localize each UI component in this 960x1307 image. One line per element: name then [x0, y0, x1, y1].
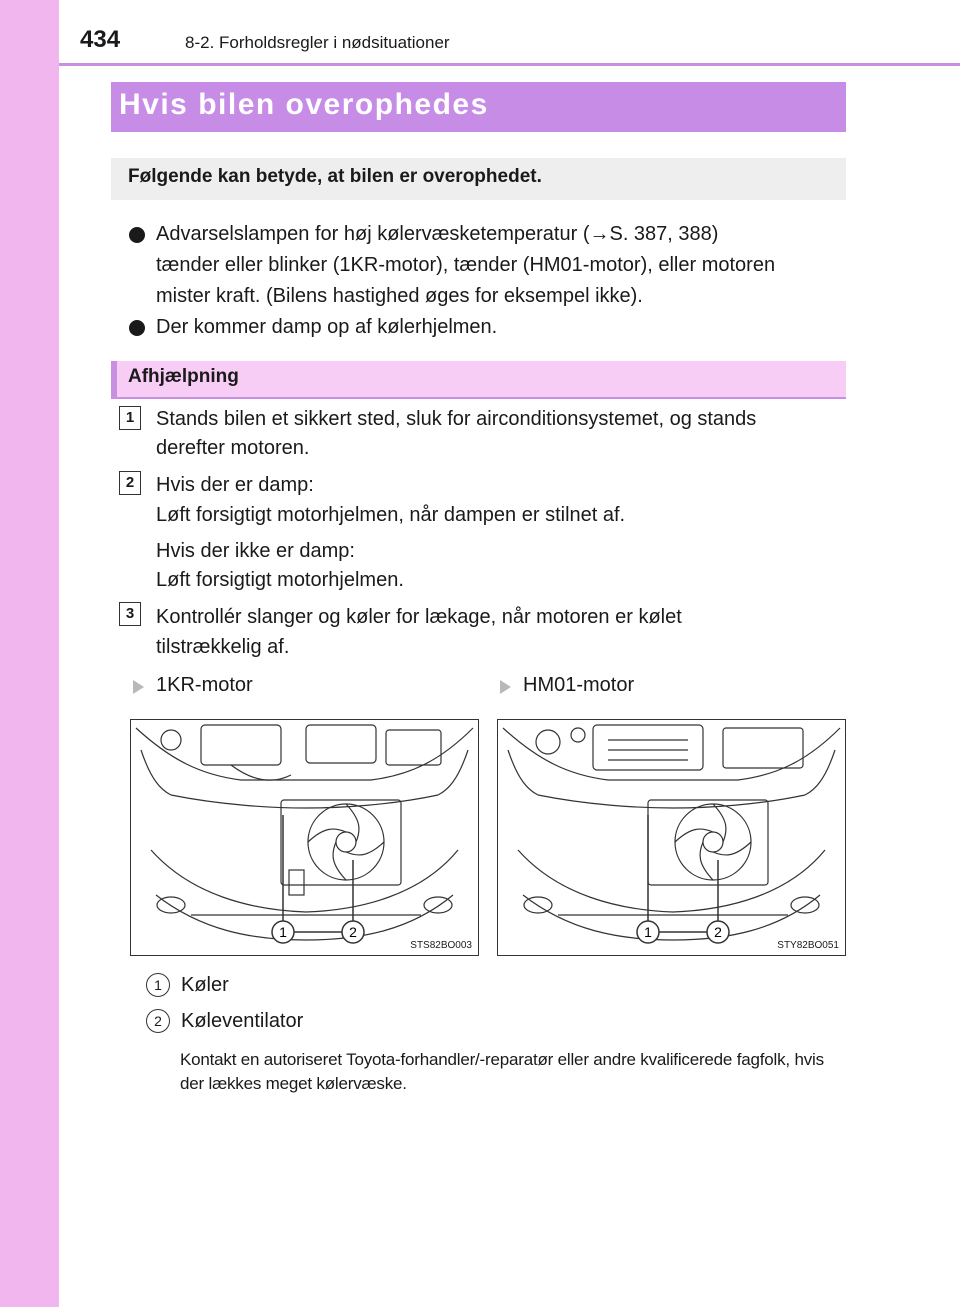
- figure-label: HM01-motor: [523, 674, 635, 696]
- step-line: Løft forsigtigt motorhjelmen, når dampen er stilnet af.: [156, 504, 626, 526]
- remedy-heading: Afhjælpning: [128, 366, 239, 387]
- side-strip: [0, 0, 59, 1307]
- callout-number: 2: [349, 924, 357, 940]
- engine-illustration-hm01: [497, 719, 846, 956]
- triangle-bullet-icon: [500, 680, 511, 694]
- bullet-icon: [129, 320, 145, 336]
- symptom-line: Der kommer damp op af kølerhjelmen.: [156, 316, 498, 338]
- engine-illustration-1kr: [130, 719, 479, 956]
- step-number: 2: [119, 471, 141, 495]
- engine-drawing: [131, 720, 478, 955]
- step-line: Kontrollér slanger og køler for lækage, når motoren er kølet: [156, 606, 682, 628]
- callout-number: 2: [714, 924, 722, 940]
- legend-number: 1: [146, 973, 170, 997]
- remedy-box: [111, 361, 846, 399]
- symptom-line: tænder eller blinker (1KR-motor), tænder (HM01-motor), eller motoren: [156, 254, 776, 276]
- step-line: derefter motoren.: [156, 437, 310, 459]
- symptoms-box: [111, 158, 846, 200]
- step-number: 3: [119, 602, 141, 626]
- figure-code: STY82BO051: [777, 940, 839, 951]
- step-line: Hvis der ikke er damp:: [156, 540, 355, 562]
- step-number: 1: [119, 406, 141, 430]
- triangle-bullet-icon: [133, 680, 144, 694]
- symptoms-heading: Følgende kan betyde, at bilen er overophedet.: [128, 166, 542, 187]
- section-title-bar: [111, 82, 846, 132]
- legend-text: Køleventilator: [181, 1010, 304, 1032]
- callout-number: 1: [279, 924, 287, 940]
- engine-drawing: [498, 720, 845, 955]
- step-line: Hvis der er damp:: [156, 474, 314, 496]
- figure-code: STS82BO003: [410, 940, 472, 951]
- callout-number: 1: [644, 924, 652, 940]
- symptom-line: mister kraft. (Bilens hastighed øges for eksempel ikke).: [156, 285, 643, 307]
- symptom-line: Advarselslampen for høj kølervæsketemperatur (→S. 387, 388): [156, 223, 719, 245]
- chapter-title: 8-2. Forholdsregler i nødsituationer: [185, 33, 450, 52]
- step-line: Stands bilen et sikkert sted, sluk for airconditionsystemet, og stands: [156, 408, 757, 430]
- step-line: tilstrækkelig af.: [156, 636, 290, 658]
- bullet-icon: [129, 227, 145, 243]
- section-title: Hvis bilen overophedes: [119, 88, 489, 121]
- legend-number: 2: [146, 1009, 170, 1033]
- figure-label: 1KR-motor: [156, 674, 253, 696]
- note-text: Kontakt en autoriseret Toyota-forhandler/-reparatør eller andre kvalificerede fagfolk, hvis der lækkes meget kølervæske.: [180, 1050, 824, 1093]
- page-number: 434: [80, 26, 121, 53]
- legend-text: Køler: [181, 974, 229, 996]
- step-line: Løft forsigtigt motorhjelmen.: [156, 569, 404, 591]
- remedy-box-edge: [111, 361, 117, 397]
- header-rule: [59, 63, 960, 66]
